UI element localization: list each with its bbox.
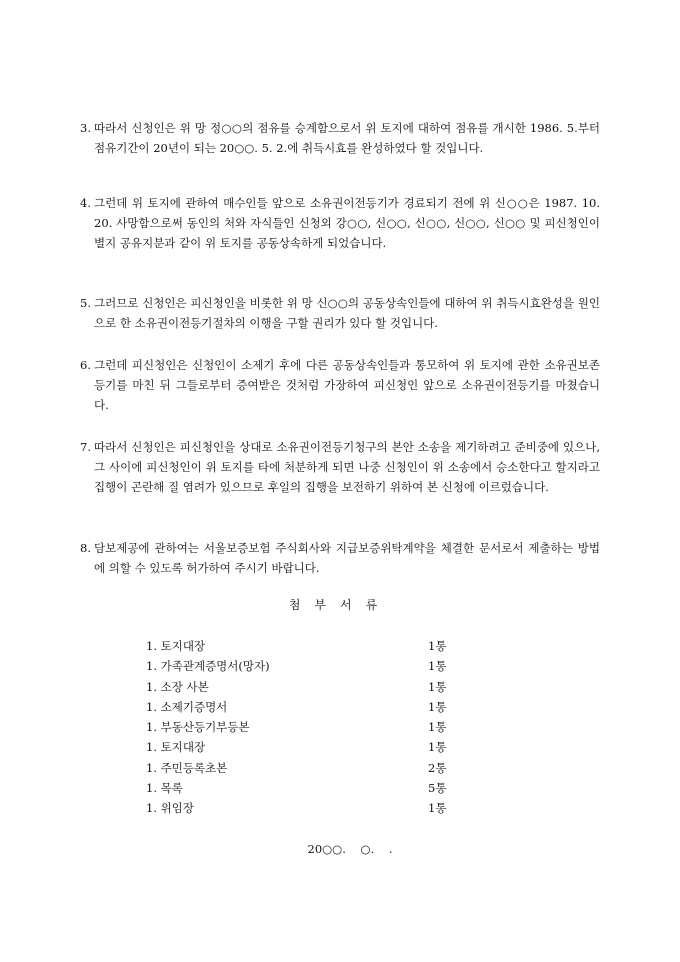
attachment-count: 1통 <box>428 659 447 674</box>
attachment-name: 1. 주민등록초본 <box>146 760 228 775</box>
paragraph-number: 8. <box>80 541 91 555</box>
paragraph-8 <box>80 538 600 578</box>
paragraph-number: 3. <box>80 121 91 135</box>
attachment-name: 1. 소제기증명서 <box>146 699 228 714</box>
attachment-count: 2통 <box>428 760 447 775</box>
paragraph-text: 따라서 신청인은 피신청인을 상대로 소유권이전등기청구의 본안 소송을 제기하려고 준비중에 있으나, 그 사이에 피신청인이 위 토지를 타에 처분하게 되면 나중 신청인이 위 소송에서 승소한다고 할지라고 집행이 곤란해 질 염려가 있으므로 후일의 집행을 보전하기 위하여 본 신청에 이르렀습니다. <box>94 440 600 494</box>
attachment-name: 1. 토지대장 <box>146 740 206 755</box>
paragraph-number: 7. <box>80 440 91 454</box>
attachment-name: 1. 소장 사본 <box>146 679 209 694</box>
paragraph-5 <box>80 293 600 333</box>
attachment-count: 1통 <box>428 720 447 735</box>
list-item <box>146 697 456 717</box>
attachment-count: 1통 <box>428 639 447 653</box>
list-item <box>146 636 456 656</box>
attachment-name: 1. 위임장 <box>146 801 194 816</box>
paragraph-3 <box>80 118 600 158</box>
paragraph-6 <box>80 355 600 415</box>
list-item <box>146 798 456 818</box>
paragraph-number: 4. <box>80 196 91 210</box>
list-item <box>146 737 456 757</box>
paragraph-4 <box>80 193 600 253</box>
attachment-count: 1통 <box>428 699 447 714</box>
paragraph-number: 6. <box>80 358 91 372</box>
document-date: 20○○. ○. . <box>307 842 393 856</box>
paragraph-text: 담보제공에 관하여는 서울보증보험 주식회사와 지급보증위탁계약을 체결한 문서로서 제출하는 방법에 의할 수 있도록 허가하여 주시기 바랍니다. <box>94 541 600 575</box>
attachment-name: 1. 목록 <box>146 781 183 796</box>
attachment-count: 1통 <box>428 740 447 755</box>
attachment-count: 1통 <box>428 679 447 694</box>
list-item <box>146 758 456 778</box>
list-item <box>146 677 456 697</box>
list-item <box>146 656 456 676</box>
attachment-name: 1. 토지대장 <box>146 639 206 653</box>
paragraph-text: 그런데 피신청인은 신청인이 소제기 후에 다른 공동상속인들과 통모하여 위 토지에 관한 소유권보존등기를 마친 뒤 그들로부터 증여받은 것처럼 가장하여 피신청인 앞으로 소유권이전등기를 마쳤습니다. <box>94 358 600 412</box>
paragraph-number: 5. <box>80 296 91 310</box>
attachments-title: 첨부서류 <box>288 598 392 612</box>
paragraph-7 <box>80 437 600 497</box>
attachment-name: 1. 부동산등기부등본 <box>146 720 250 735</box>
attachment-name: 1. 가족관계증명서(망자) <box>146 659 270 674</box>
paragraph-text: 그런데 위 토지에 관하여 매수인들 앞으로 소유권이전등기가 경료되기 전에 위 신○○은 1987. 10. 20. 사망함으로써 동인의 처와 자식들인 신청외 강○○, 신○○, 신○○, 신○○, 신○○ 및 피신청인이 별지 공유지분과 같이 위 토지를 공동상속하게 되었습니다. <box>94 196 600 250</box>
list-item <box>146 717 456 737</box>
attachment-count: 1통 <box>428 801 447 816</box>
attachment-count: 5통 <box>428 781 447 796</box>
attachments-list <box>146 636 456 819</box>
list-item <box>146 778 456 798</box>
paragraph-text: 따라서 신청인은 위 망 정○○의 점유를 승계함으로서 위 토지에 대하여 점유를 개시한 1986. 5.부터 점유기간이 20년이 되는 20○○. 5. 2.에 취득시효를 완성하였다 할 것입니다. <box>94 121 600 155</box>
paragraph-text: 그러므로 신청인은 피신청인을 비롯한 위 망 신○○의 공동상속인들에 대하여 위 취득시효완성을 원인으로 한 소유권이전등기절차의 이행을 구할 권리가 있다 할 것입니다. <box>94 296 600 330</box>
